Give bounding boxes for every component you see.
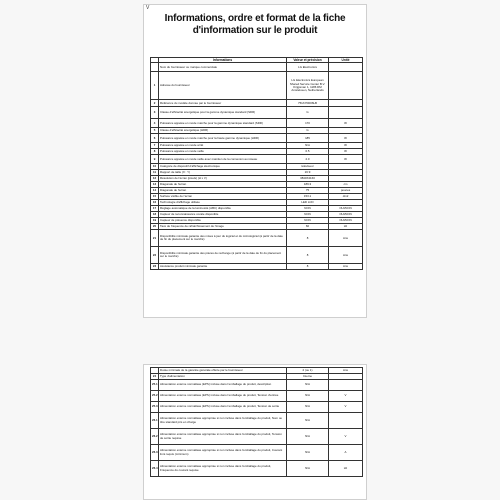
corner-mark: V [146,5,150,11]
table-row [151,134,363,143]
row-label: Puissance appelée en mode marche pour la haute gamme dynamique (HDR) [159,134,287,143]
row-unit: Hz [329,224,363,230]
table-row [151,155,363,164]
row-value: 153.1 [287,194,329,200]
row-unit: W [329,143,363,149]
row-value: 16:9 [287,170,329,176]
row-value: LG Electronics European Shared Service Center B.V. Krijgsman 1, 1186 DM Amstelveen, Netherlands [287,72,329,100]
table-row [151,247,363,264]
row-value: 189.3 [287,182,329,188]
row-unit: W [329,134,363,143]
row-label: Taux de fréquence de rafraîchissement de l'image [159,224,287,230]
row-number: 22 [151,247,159,264]
row-unit [329,63,363,72]
row-unit [329,380,363,391]
row-unit: dm2 [329,194,363,200]
table-body [151,63,363,270]
row-label: Rapport de taille (X : Y) [159,170,287,176]
document-page-2 [143,364,367,500]
row-value: 8 [287,264,329,270]
row-value: 75UN70006LB [287,100,329,107]
row-unit: Ans [329,230,363,247]
row-label: Résolution de l'écran (pixels) (H x V) [159,176,287,182]
row-value: 185 [287,134,329,143]
row-unit: Hz [329,461,363,477]
table-row [151,230,363,247]
row-number: 26.1 [151,413,159,429]
table-row [151,391,363,402]
table-row [151,264,363,270]
row-value: 8 [287,230,329,247]
row-number: 7 [151,143,159,149]
row-number: 26.2 [151,429,159,445]
row-unit [329,72,363,100]
row-number: 5 [151,128,159,134]
row-label: Disponibilité minimale garantie des mises à jour du logiciel et du micrologiciel (à partir de la date de fin du placement sur le marché) [159,230,287,247]
row-value: 8 [287,247,329,264]
row-label: Alimentation externe normalisée appropriée si non incluse dans l'emballage du produit, Tension de sortie requise [159,429,287,445]
table-row [151,429,363,445]
row-label: Diagonale de l'écran [159,188,287,194]
row-label: Alimentation externe normalisée appropriée si non incluse dans l'emballage du produit, Nom ou titre standard pris en charge [159,413,287,429]
row-label: Nom du fournisseur ou marque commerciale [159,63,287,72]
row-label: Capteur de reconnaissance vocale disponible [159,212,287,218]
row-label: Capteur de présence disponible [159,218,287,224]
row-number: 1 [151,72,159,100]
row-number: 25.2 [151,391,159,402]
row-value: NON [287,206,329,212]
row-number: 21 [151,230,159,247]
document-page-1 [143,4,367,318]
row-label: Classe d'efficacité énergétique pour la gamme dynamique standard (SDR) [159,107,287,119]
row-unit: W [329,149,363,155]
row-value: 75 [287,188,329,194]
row-label: Type d'alimentation [159,374,287,380]
row-label: Alimentation externe normalisée appropriée si non incluse dans l'emballage du produit, Fréquence du courant requise [159,461,287,477]
row-number: 18 [151,212,159,218]
table-row [151,380,363,391]
row-number: 8 [151,149,159,155]
row-value: N/A [287,391,329,402]
table-row [151,445,363,461]
header-info: Informations [159,58,287,63]
row-label: Classe d'efficacité énergétique (HDR) [159,128,287,134]
row-label: Catégorie de dispositif d'affichage électronique [159,164,287,170]
row-label: Alimentation externe normalisée (EPS) incluse dans l'emballage du produit, Tension de sortie [159,402,287,413]
row-label: Puissance appelée en mode marche pour la gamme dynamique standard (SDR) [159,119,287,128]
row-value: 2.0 [287,155,329,164]
row-unit: Ans [329,264,363,270]
row-number: 19 [151,218,159,224]
row-unit: V [329,402,363,413]
row-number: 10 [151,164,159,170]
product-info-table [150,57,363,270]
row-value: LED LCD [287,200,329,206]
row-unit: A [329,445,363,461]
row-label: Durée minimale de la garantie générale offerte par le fournisseur [159,368,287,374]
row-unit: pouces [329,188,363,194]
row-label: Alimentation externe normalisée (EPS) incluse dans l'emballage du produit, Tension d'entrée [159,391,287,402]
header-value: Valeur et précision [287,58,329,63]
row-value: téléviseur [287,164,329,170]
row-value: LG Electronics [287,63,329,72]
row-unit: W [329,155,363,164]
table-body [151,368,363,477]
row-number: 11 [151,170,159,176]
row-number: 23 [151,264,159,270]
row-value: N/A [287,413,329,429]
row-number: 20 [151,224,159,230]
table-row [151,461,363,477]
row-label: Adresse du fournisseur [159,72,287,100]
row-number: 13 [151,182,159,188]
row-label: Diagonale de l'écran [159,182,287,188]
row-number: 26.4 [151,461,159,477]
row-unit: V [329,429,363,445]
row-label: Puissance appelée en mode arrêt [159,143,287,149]
row-label: Surface visible de l'écran [159,194,287,200]
row-unit [329,413,363,429]
row-value: 170 [287,119,329,128]
row-value: N/A [287,429,329,445]
row-label: Puissance appelée en mode veille [159,149,287,155]
row-label: Puissance appelée en mode veille avec maintien de la connexion au réseau [159,155,287,164]
row-number: 4 [151,119,159,128]
row-value: N/A [287,402,329,413]
row-number: 25.3 [151,402,159,413]
row-label: Alimentation externe normalisée (EPS) incluse dans l'emballage du produit, description [159,380,287,391]
row-number: 24 [151,374,159,380]
row-value: G [287,107,329,119]
row-value: 60 [287,224,329,230]
table-row [151,63,363,72]
row-number: 15 [151,194,159,200]
row-value: N/A [287,445,329,461]
row-value: N/A [287,461,329,477]
row-unit: Ans [329,247,363,264]
row-number: 14 [151,188,159,194]
row-unit: V [329,391,363,402]
row-unit: Ans [329,368,363,374]
header-unit: Unité [329,58,363,63]
row-number: 2 [151,100,159,107]
page-title-line-1: Informations, ordre et format de la fiche [164,13,346,24]
row-number: 26.3 [151,445,159,461]
row-unit: OUI/NON [329,206,363,212]
row-unit: OUI/NON [329,212,363,218]
row-label: Technologie d'affichage utilisée [159,200,287,206]
row-number: 9 [151,155,159,164]
row-unit: OUI/NON [329,218,363,224]
row-value: N/A [287,143,329,149]
row-unit: cm [329,182,363,188]
table-row [151,402,363,413]
row-value: N/A [287,380,329,391]
row-value: NON [287,218,329,224]
row-value: 0.5 [287,149,329,155]
page-title-line-2: d'information sur le produit [192,25,318,36]
row-value: NON [287,212,329,218]
row-label: Alimentation externe normalisée appropriée si non incluse dans l'emballage du produit, Courant livré requis (minimum) [159,445,287,461]
row-number [151,63,159,72]
row-label: Référence du modèle donnée par le fournisseur [159,100,287,107]
row-number: 25.1 [151,380,159,391]
table-row [151,107,363,119]
product-info-table-continued [150,367,363,477]
row-number: 17 [151,206,159,212]
row-value: Interne [287,374,329,380]
row-number: 3 [151,107,159,119]
row-number: 16 [151,200,159,206]
row-label: Assistance produit minimale garantie [159,264,287,270]
row-number: 6 [151,134,159,143]
row-label: Réglage automatique de la luminosité (ABC) disponible [159,206,287,212]
table-row [151,119,363,128]
row-unit [329,107,363,119]
table-row [151,413,363,429]
row-unit [329,100,363,107]
row-value: 3840X2160 [287,176,329,182]
row-label: Disponibilité minimale garantie des pièces de rechange (à partir de la date de fin du placement sur le marché) [159,247,287,264]
row-unit: W [329,119,363,128]
row-value: 2 (ou 1) [287,368,329,374]
row-value: G [287,128,329,134]
table-row [151,72,363,100]
row-number: 12 [151,176,159,182]
table-row [151,100,363,107]
